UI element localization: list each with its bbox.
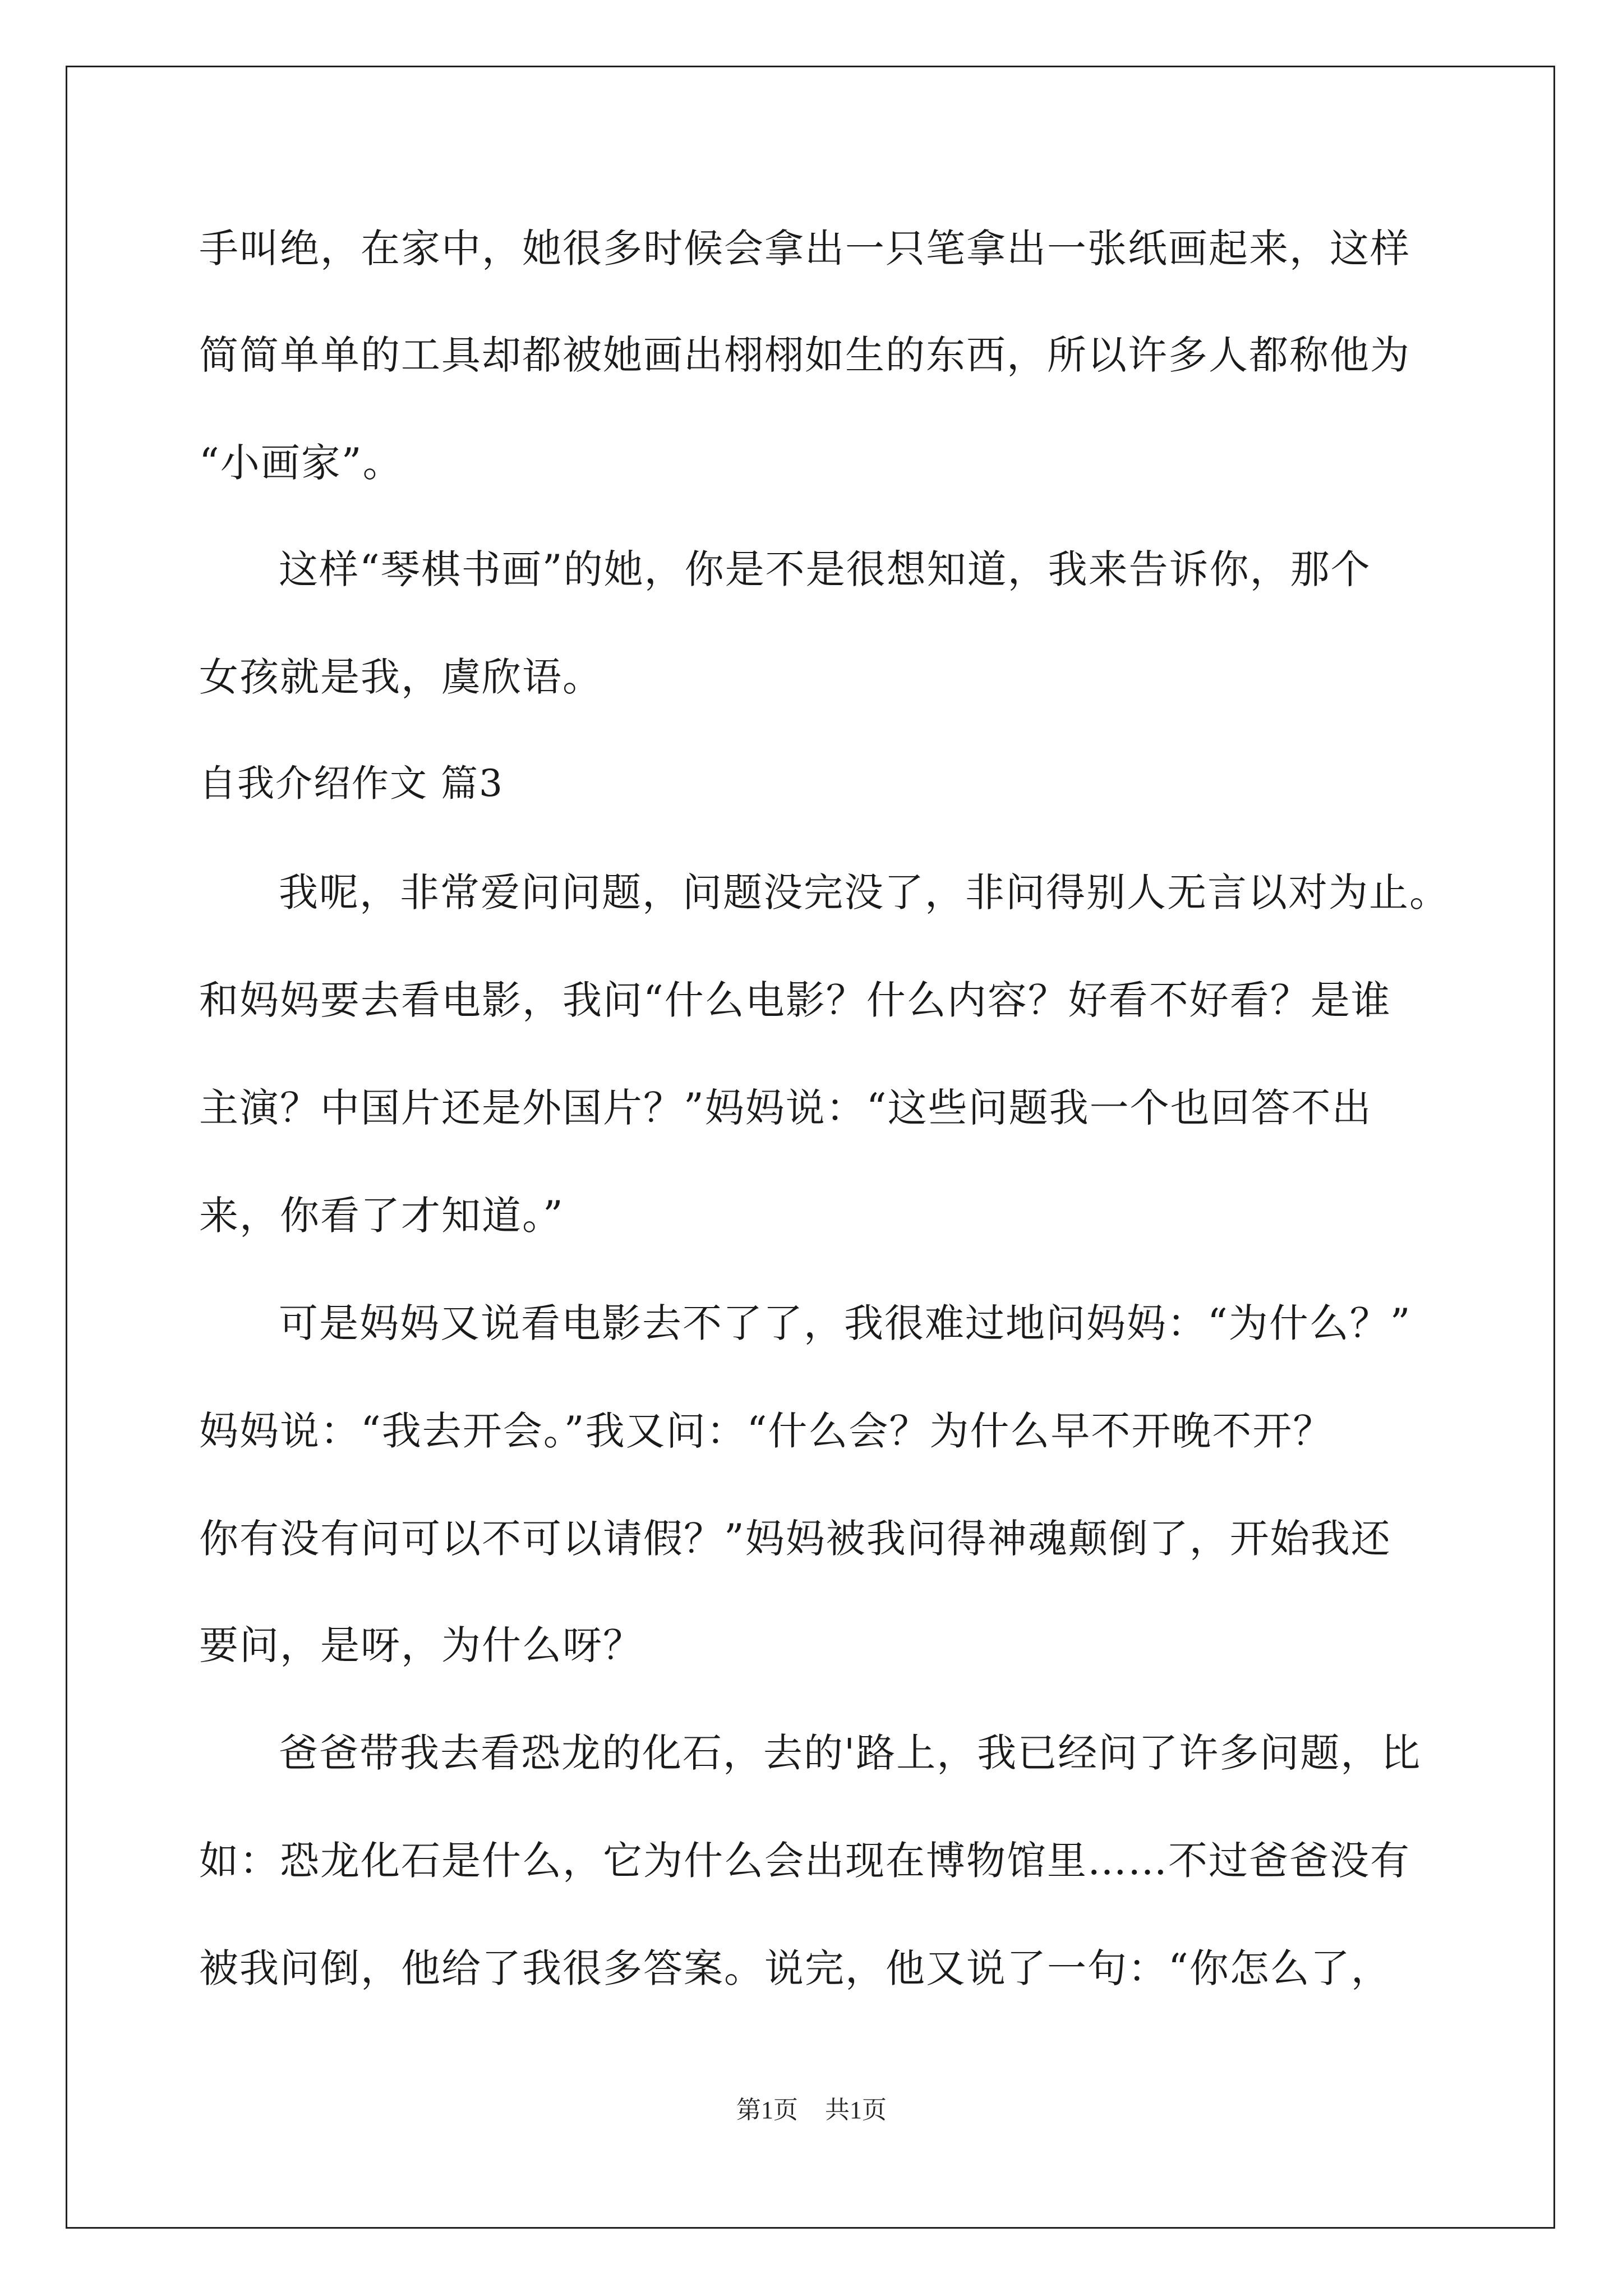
text-line: 女孩就是我，虞欣语。: [199, 654, 603, 700]
text-line: 爸爸带我去看恐龙的化石，去的'路上，我已经问了许多问题，比: [279, 1730, 1422, 1776]
text-line: 手叫绝，在家中，她很多时候会拿出一只笔拿出一张纸画起来，这样: [199, 226, 1410, 272]
text-line: 被我问倒，他给了我很多答案。说完，他又说了一句：“你怎么了，: [199, 1945, 1391, 1991]
text-line: 来，你看了才知道。”: [199, 1193, 564, 1239]
page-border: [66, 66, 1555, 2229]
text-line: 如：恐龙化石是什么，它为什么会出现在博物馆里……不过爸爸没有: [199, 1838, 1410, 1884]
text-line: 这样“琴棋书画”的她，你是不是很想知道，我来告诉你，那个: [279, 546, 1371, 592]
text-line: 可是妈妈又说看电影去不了了，我很难过地问妈妈：“为什么？”: [279, 1300, 1412, 1346]
page-number: 第1页: [736, 2096, 798, 2124]
text-line: 主演？中国片还是外国片？”妈妈说：“这些问题我一个也回答不出: [199, 1085, 1372, 1131]
section-heading: 自我介绍作文 篇3: [199, 762, 504, 805]
page-footer: [0, 2098, 1623, 2123]
text-line: 妈妈说：“我去开会。”我又问：“什么会？为什么早不开晚不开？: [199, 1408, 1334, 1454]
text-line: 和妈妈要去看电影，我问“什么电影？什么内容？好看不好看？是谁: [199, 977, 1391, 1023]
text-line: 你有没有问可以不可以请假？”妈妈被我问得神魂颠倒了，开始我还: [199, 1516, 1391, 1562]
text-line: “小画家”。: [199, 440, 403, 486]
page-total: 共1页: [825, 2096, 887, 2124]
text-line: 我呢，非常爱问问题，问题没完没了，非问得别人无言以对为止。: [279, 869, 1450, 915]
text-line: 简简单单的工具却都被她画出栩栩如生的东西，所以许多人都称他为: [199, 332, 1410, 378]
text-line: 要问，是呀，为什么呀？: [199, 1622, 643, 1668]
